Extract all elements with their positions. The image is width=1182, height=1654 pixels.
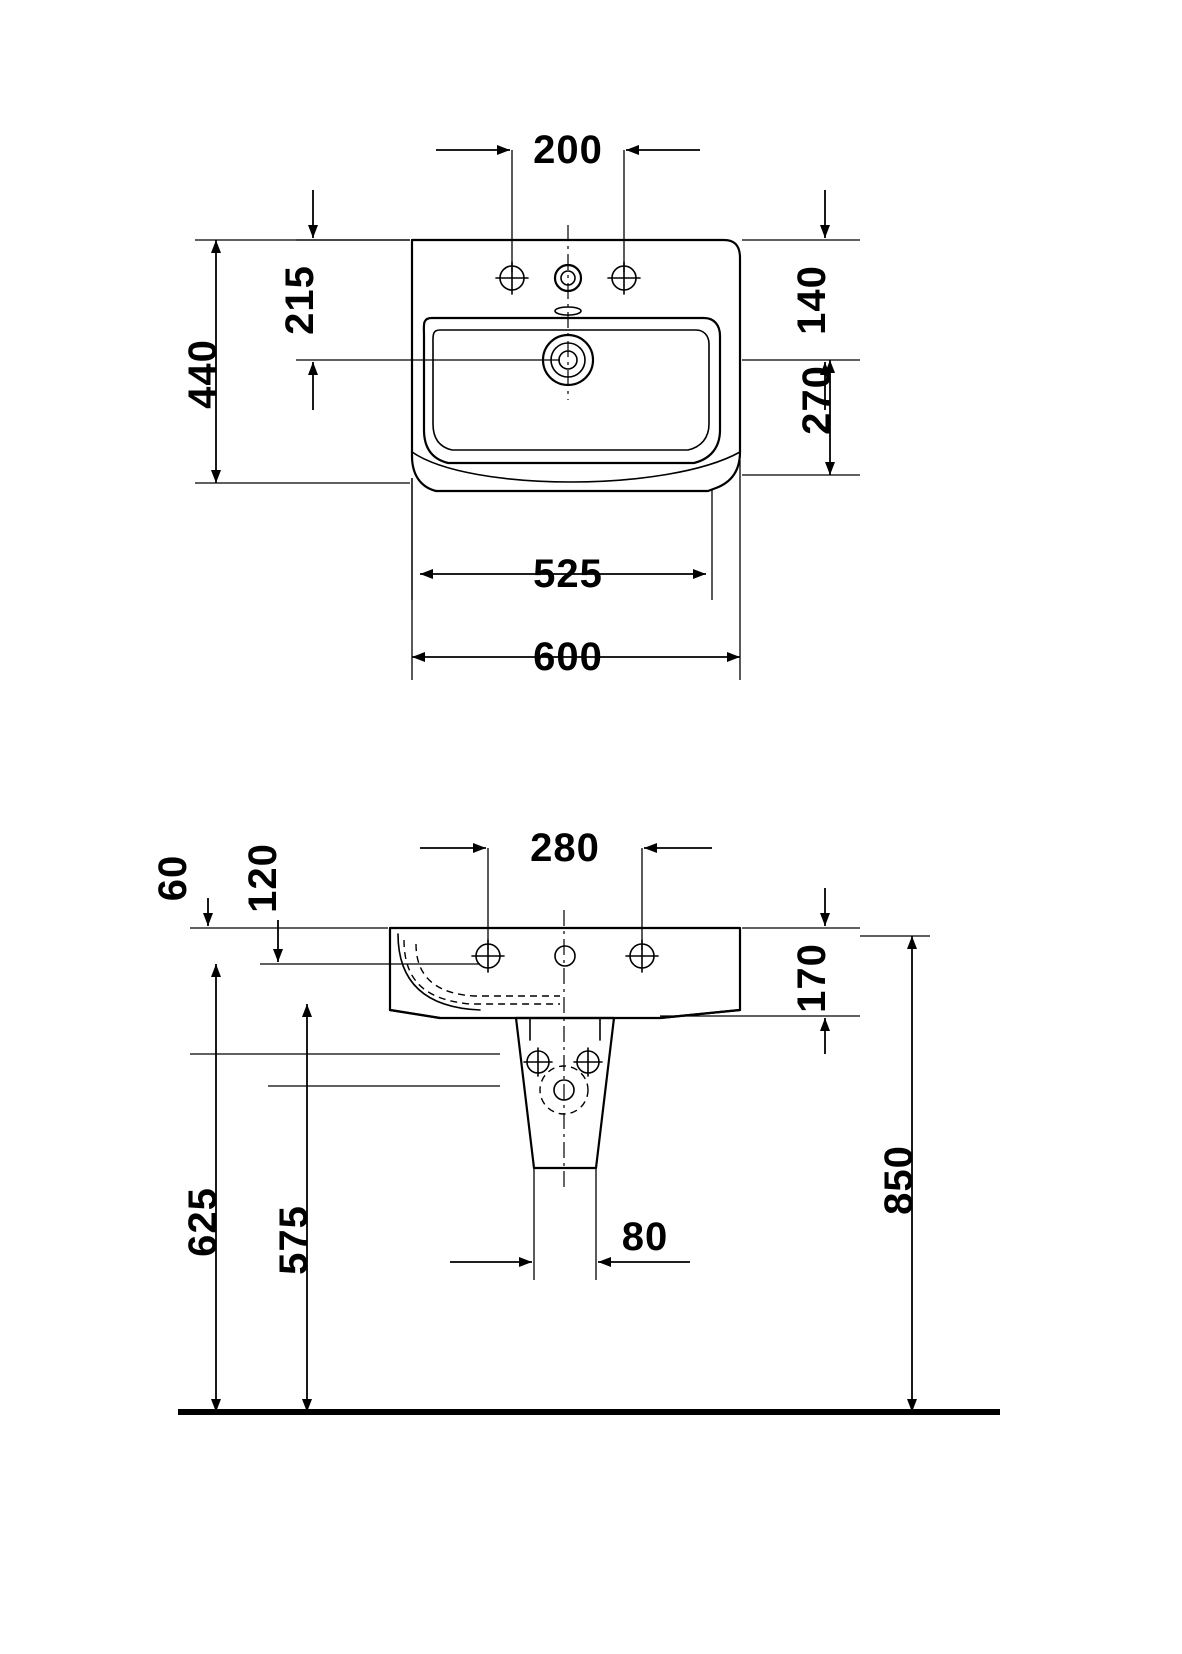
front-view-geometry <box>412 225 740 491</box>
dim-120-label: 120 <box>241 843 285 913</box>
dim-140-label: 140 <box>790 265 834 335</box>
dim-170 <box>660 888 860 1054</box>
dim-280-label: 280 <box>530 826 600 870</box>
dim-215 <box>278 190 560 410</box>
dim-80 <box>450 1168 690 1280</box>
dim-440-label: 440 <box>181 339 225 409</box>
dim-120 <box>241 843 480 964</box>
dim-270 <box>742 360 860 475</box>
dim-625-label: 625 <box>181 1187 225 1257</box>
dim-60-label: 60 <box>151 854 195 902</box>
dim-215-label: 215 <box>278 265 322 335</box>
dim-270-label: 270 <box>795 365 839 435</box>
dim-625 <box>181 964 500 1412</box>
dim-80-label: 80 <box>621 1215 669 1259</box>
dim-170-label: 170 <box>790 943 834 1013</box>
dim-280 <box>420 826 712 950</box>
dim-600-label: 600 <box>533 635 603 679</box>
dim-525-label: 525 <box>533 552 603 596</box>
dim-200-label: 200 <box>533 128 603 172</box>
dim-575 <box>268 1004 500 1412</box>
dim-850-label: 850 <box>877 1145 921 1215</box>
dim-525 <box>412 478 712 600</box>
dim-850 <box>860 936 930 1412</box>
dim-575-label: 575 <box>272 1205 316 1275</box>
dim-200 <box>436 128 700 272</box>
